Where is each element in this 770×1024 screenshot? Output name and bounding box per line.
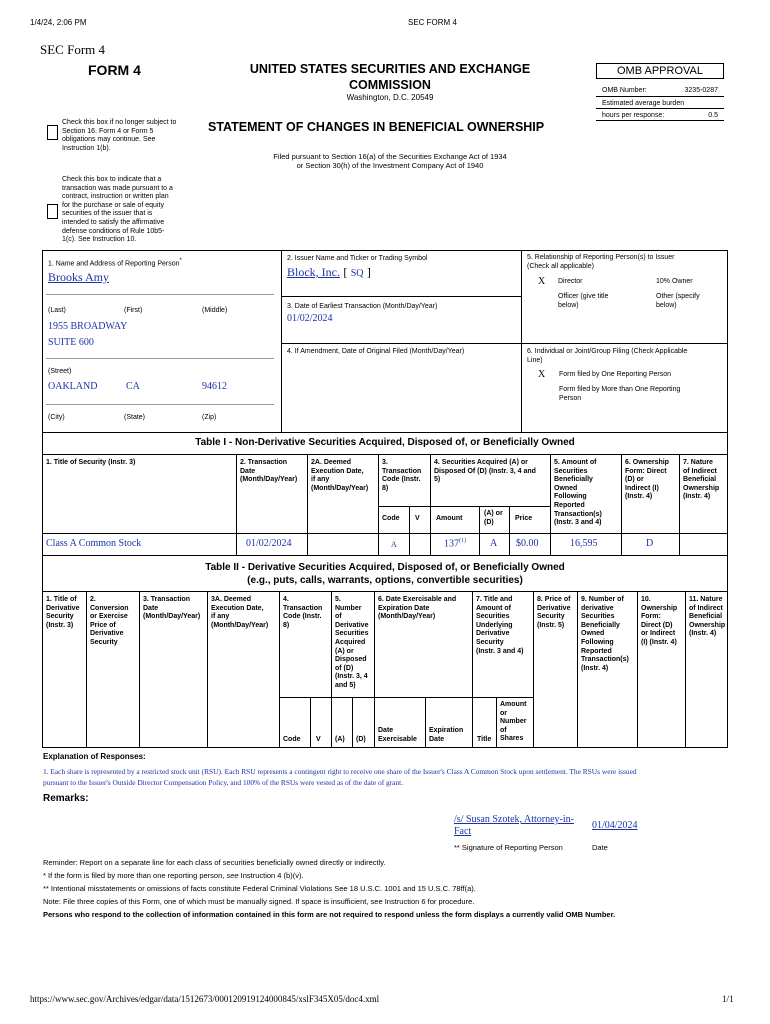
amendment-label: 4. If Amendment, Date of Original Filed (Month/Day/Year) xyxy=(287,348,465,355)
t1-sub-v: V xyxy=(415,515,420,522)
t2-sub-v: V xyxy=(316,736,321,743)
agency-title: UNITED STATES SECURITIES AND EXCHANGE COMMISSION xyxy=(249,62,531,92)
reminder-note: Reminder: Report on a separate line for each class of securities beneficially owned directly or indirectly. xyxy=(43,858,386,867)
note-3: Note: File three copies of this Form, one of which must be manually signed. If space is insufficient, see Instruction 6 for procedure. xyxy=(43,897,475,906)
middle-label: (Middle) xyxy=(202,307,228,314)
issuer-name-link[interactable]: Block, Inc. xyxy=(287,265,340,279)
t1-row-code: A xyxy=(391,540,397,549)
t2-sub-title: Title xyxy=(477,736,492,743)
notes xyxy=(43,856,615,921)
street-label: (Street) xyxy=(48,368,72,375)
signature-value: /s/ Susan Szotek, Attorney-in- Fact xyxy=(454,814,574,837)
note-4: Persons who respond to the collection of information contained in this form are not required to respond unless the form displays a currently valid OMB Number. xyxy=(43,910,616,919)
other-label: Other (specify below) xyxy=(656,293,700,309)
t2-header-c11: 11. Nature of Indirect Beneficial Ownership (Instr. 4) xyxy=(689,596,726,638)
t1-row-amount: 137$^{(1)}$ xyxy=(444,538,466,550)
note-2: ** Intentional misstatements or omissions of facts constitute Federal Criminal Violations See 18 U.S.C. 1001 and 15 U.S.C. 78ff(a). xyxy=(43,884,476,893)
address-line-2: SUITE 600 xyxy=(48,337,94,348)
t1-sub-price: Price xyxy=(515,515,533,522)
one-person-label: Form filed by One Reporting Person xyxy=(559,371,672,378)
statement-title: STATEMENT OF CHANGES IN BENEFICIAL OWNERSHIP xyxy=(208,120,545,134)
address-line-1: 1955 BROADWAY xyxy=(48,321,128,332)
signature-label: ** Signature of Reporting Person xyxy=(454,843,563,852)
section16-text: Check this box if no longer subject to Section 16. Form 4 or Form 5 obligations may continue. See Instruction 1(b). xyxy=(62,119,177,152)
earliest-date-label: 3. Date of Earliest Transaction (Month/Day/Year) xyxy=(287,303,438,310)
filing-label: 6. Individual or Joint/Group Filing (Check Applicable Line) xyxy=(527,348,688,364)
print-datetime: 1/4/24, 2:06 PM xyxy=(30,18,87,27)
t1-sub-aord: (A) or (D) xyxy=(484,510,503,526)
t2-sub-d: (D) xyxy=(356,736,366,743)
reporting-person-label: 1. Name and Address of Reporting Person* xyxy=(48,258,182,268)
state-value: CA xyxy=(126,381,140,392)
t1-sub-code: Code xyxy=(382,515,400,522)
t1-header-amount-owned: 5. Amount of Securities Beneficially Owned Following Reported Transaction(s) (Instr. 3 and 4) xyxy=(554,459,602,527)
t1-header-title: 1. Title of Security (Instr. 3) xyxy=(46,459,136,466)
explanation-label: Explanation of Responses: xyxy=(43,752,146,761)
omb-number-value: 3235-0287 xyxy=(684,87,718,94)
signature-date: 01/04/2024 xyxy=(592,820,638,831)
t1-row-date: 01/02/2024 xyxy=(246,538,292,549)
t2-header-c9: 9. Number of derivative Securities Beneficially Owned Following Reported Transaction(s) (Instr. 4) xyxy=(581,596,629,672)
t2-header-c10: 10. Ownership Form: Direct (D) or Indirect (I) (Instr. 4) xyxy=(641,596,678,646)
t2-sub-date-ex: Date Exercisable xyxy=(378,727,417,743)
t2-header-c3: 3. Transaction Date (Month/Day/Year) xyxy=(143,596,201,621)
earliest-date-value: 01/02/2024 xyxy=(287,313,333,324)
t2-sub-expiration: Expiration Date xyxy=(429,727,464,743)
note-1: * If the form is filed by more than one reporting person, see Instruction 4 (b)(v). xyxy=(43,871,304,880)
relationship-label: 5. Relationship of Reporting Person(s) to Issuer (Check all applicable) xyxy=(527,254,675,270)
ten-pct-owner-label: 10% Owner xyxy=(656,278,693,285)
omb-approval-box xyxy=(596,63,724,125)
omb-number-label: OMB Number: xyxy=(602,87,647,94)
issuer-name-ticker: Block, Inc. [ SQ ] xyxy=(287,265,371,279)
rule10b5-checkbox[interactable] xyxy=(47,204,58,219)
t2-sub-a: (A) xyxy=(335,736,345,743)
t1-header-acquired: 4. Securities Acquired (A) or Disposed Of (D) (Instr. 3, 4 and 5) xyxy=(434,459,536,484)
table2-title: Table II - Derivative Securities Acquired, Disposed of, or Beneficially Owned (e.g., puts, calls, warrants, options, convertible securities) xyxy=(205,562,565,586)
zip-value: 94612 xyxy=(202,381,227,392)
table1-title: Table I - Non-Derivative Securities Acquired, Disposed of, or Beneficially Owned xyxy=(195,437,575,448)
section16-checkbox[interactable] xyxy=(47,125,58,140)
t1-row-aord: A xyxy=(490,538,498,549)
city-label: (City) xyxy=(48,414,65,421)
t1-row-price: $0.00 xyxy=(516,538,539,549)
zip-label: (Zip) xyxy=(202,414,217,421)
t2-header-c6: 6. Date Exercisable and Expiration Date (Month/Day/Year) xyxy=(378,596,457,621)
print-page: 1/1 xyxy=(722,994,734,1004)
more-persons-label: Form filed by More than One Reporting Person xyxy=(559,386,681,402)
date-label: Date xyxy=(592,843,608,852)
officer-label: Officer (give title below) xyxy=(558,293,609,309)
t2-sub-amount: Amount or Number of Shares xyxy=(500,701,527,743)
print-url: https://www.sec.gov/Archives/edgar/data/1512673/000120919124000845/xslF345X05/doc4.xml xyxy=(30,994,380,1004)
t2-header-c2: 2. Conversion or Exercise Price of Derivative Security xyxy=(90,596,129,646)
t1-header-ownership: 6. Ownership Form: Direct (D) or Indirect (I) (Instr. 4) xyxy=(625,459,669,501)
t2-header-c5: 5. Number of Derivative Securities Acquired (A) or Disposed of (D) (Instr. 3, 4 and 5) xyxy=(335,596,369,689)
print-title: SEC FORM 4 xyxy=(408,18,457,27)
t2-header-c7: 7. Title and Amount of Securities Underlying Derivative Security (Instr. 3 and 4) xyxy=(476,596,524,655)
omb-burden-label-2: hours per response: xyxy=(602,112,665,119)
t1-row-owned: 16,595 xyxy=(570,538,598,549)
state-label: (State) xyxy=(124,414,146,421)
sec-form-label: SEC Form 4 xyxy=(40,42,106,57)
t2-header-c3a: 3A. Deemed Execution Date, if any (Month/Day/Year) xyxy=(211,596,269,629)
t1-row-security: Class A Common Stock xyxy=(46,538,142,549)
t2-header-c8: 8. Price of Derivative Security (Instr. 5) xyxy=(537,596,571,629)
explanation-text: 1. Each share is represented by a restricted stock unit (RSU). Each RSU represents a contingent right to receive one share of the Issuer's Class A Common Stock upon settlement. The RSUs were issued pursuant to the Issuer's Outside Director Compensation Policy, and 100% of the RSUs were vested as of the date of grant. xyxy=(43,767,637,787)
first-label: (First) xyxy=(124,307,143,314)
t1-sub-amount: Amount xyxy=(436,515,463,522)
filed-pursuant: Filed pursuant to Section 16(a) of the Securities Exchange Act of 1934 or Section 30(h) of the Investment Company Act of 1940 xyxy=(273,152,507,170)
t1-row-form: D xyxy=(646,538,654,549)
t1-header-code: 3. Transaction Code (Instr. 8) xyxy=(382,459,422,492)
omb-approval-title: OMB APPROVAL xyxy=(596,63,724,79)
city-value: OAKLAND xyxy=(48,381,98,392)
omb-burden-label: Estimated average burden xyxy=(602,100,685,107)
t1-row-footnote[interactable]: (1) xyxy=(459,538,466,544)
omb-burden-value: 0.5 xyxy=(708,112,718,119)
one-person-mark: X xyxy=(538,369,546,380)
issuer-ticker: SQ xyxy=(350,268,364,279)
last-label: (Last) xyxy=(48,307,66,314)
t1-header-deemed: 2A. Deemed Execution Date, if any (Month/Day/Year) xyxy=(311,459,369,492)
remarks-label: Remarks: xyxy=(43,793,89,804)
director-label: Director xyxy=(558,278,583,285)
reporting-person-name[interactable]: Brooks Amy xyxy=(48,270,110,284)
t2-header-c1: 1. Title of Derivative Security (Instr. 3) xyxy=(46,596,80,629)
rule10b5-text: Check this box to indicate that a transaction was made pursuant to a contract, instruction or written plan for the purchase or sale of equity securities of the issuer that is intended to satisfy the affirmative defense conditions of Rule 10b5- 1(c). See Instruction 10. xyxy=(62,176,173,244)
issuer-label: 2. Issuer Name and Ticker or Trading Symbol xyxy=(287,255,428,262)
agency-location: Washington, D.C. 20549 xyxy=(346,93,434,102)
director-mark: X xyxy=(538,276,546,287)
t1-header-nature: 7. Nature of Indirect Beneficial Ownership (Instr. 4) xyxy=(683,459,720,501)
t2-header-c4: 4. Transaction Code (Instr. 8) xyxy=(283,596,323,629)
t2-sub-code: Code xyxy=(283,736,301,743)
t1-header-date: 2. Transaction Date (Month/Day/Year) xyxy=(240,459,298,484)
form-4-label: FORM 4 xyxy=(88,62,141,78)
